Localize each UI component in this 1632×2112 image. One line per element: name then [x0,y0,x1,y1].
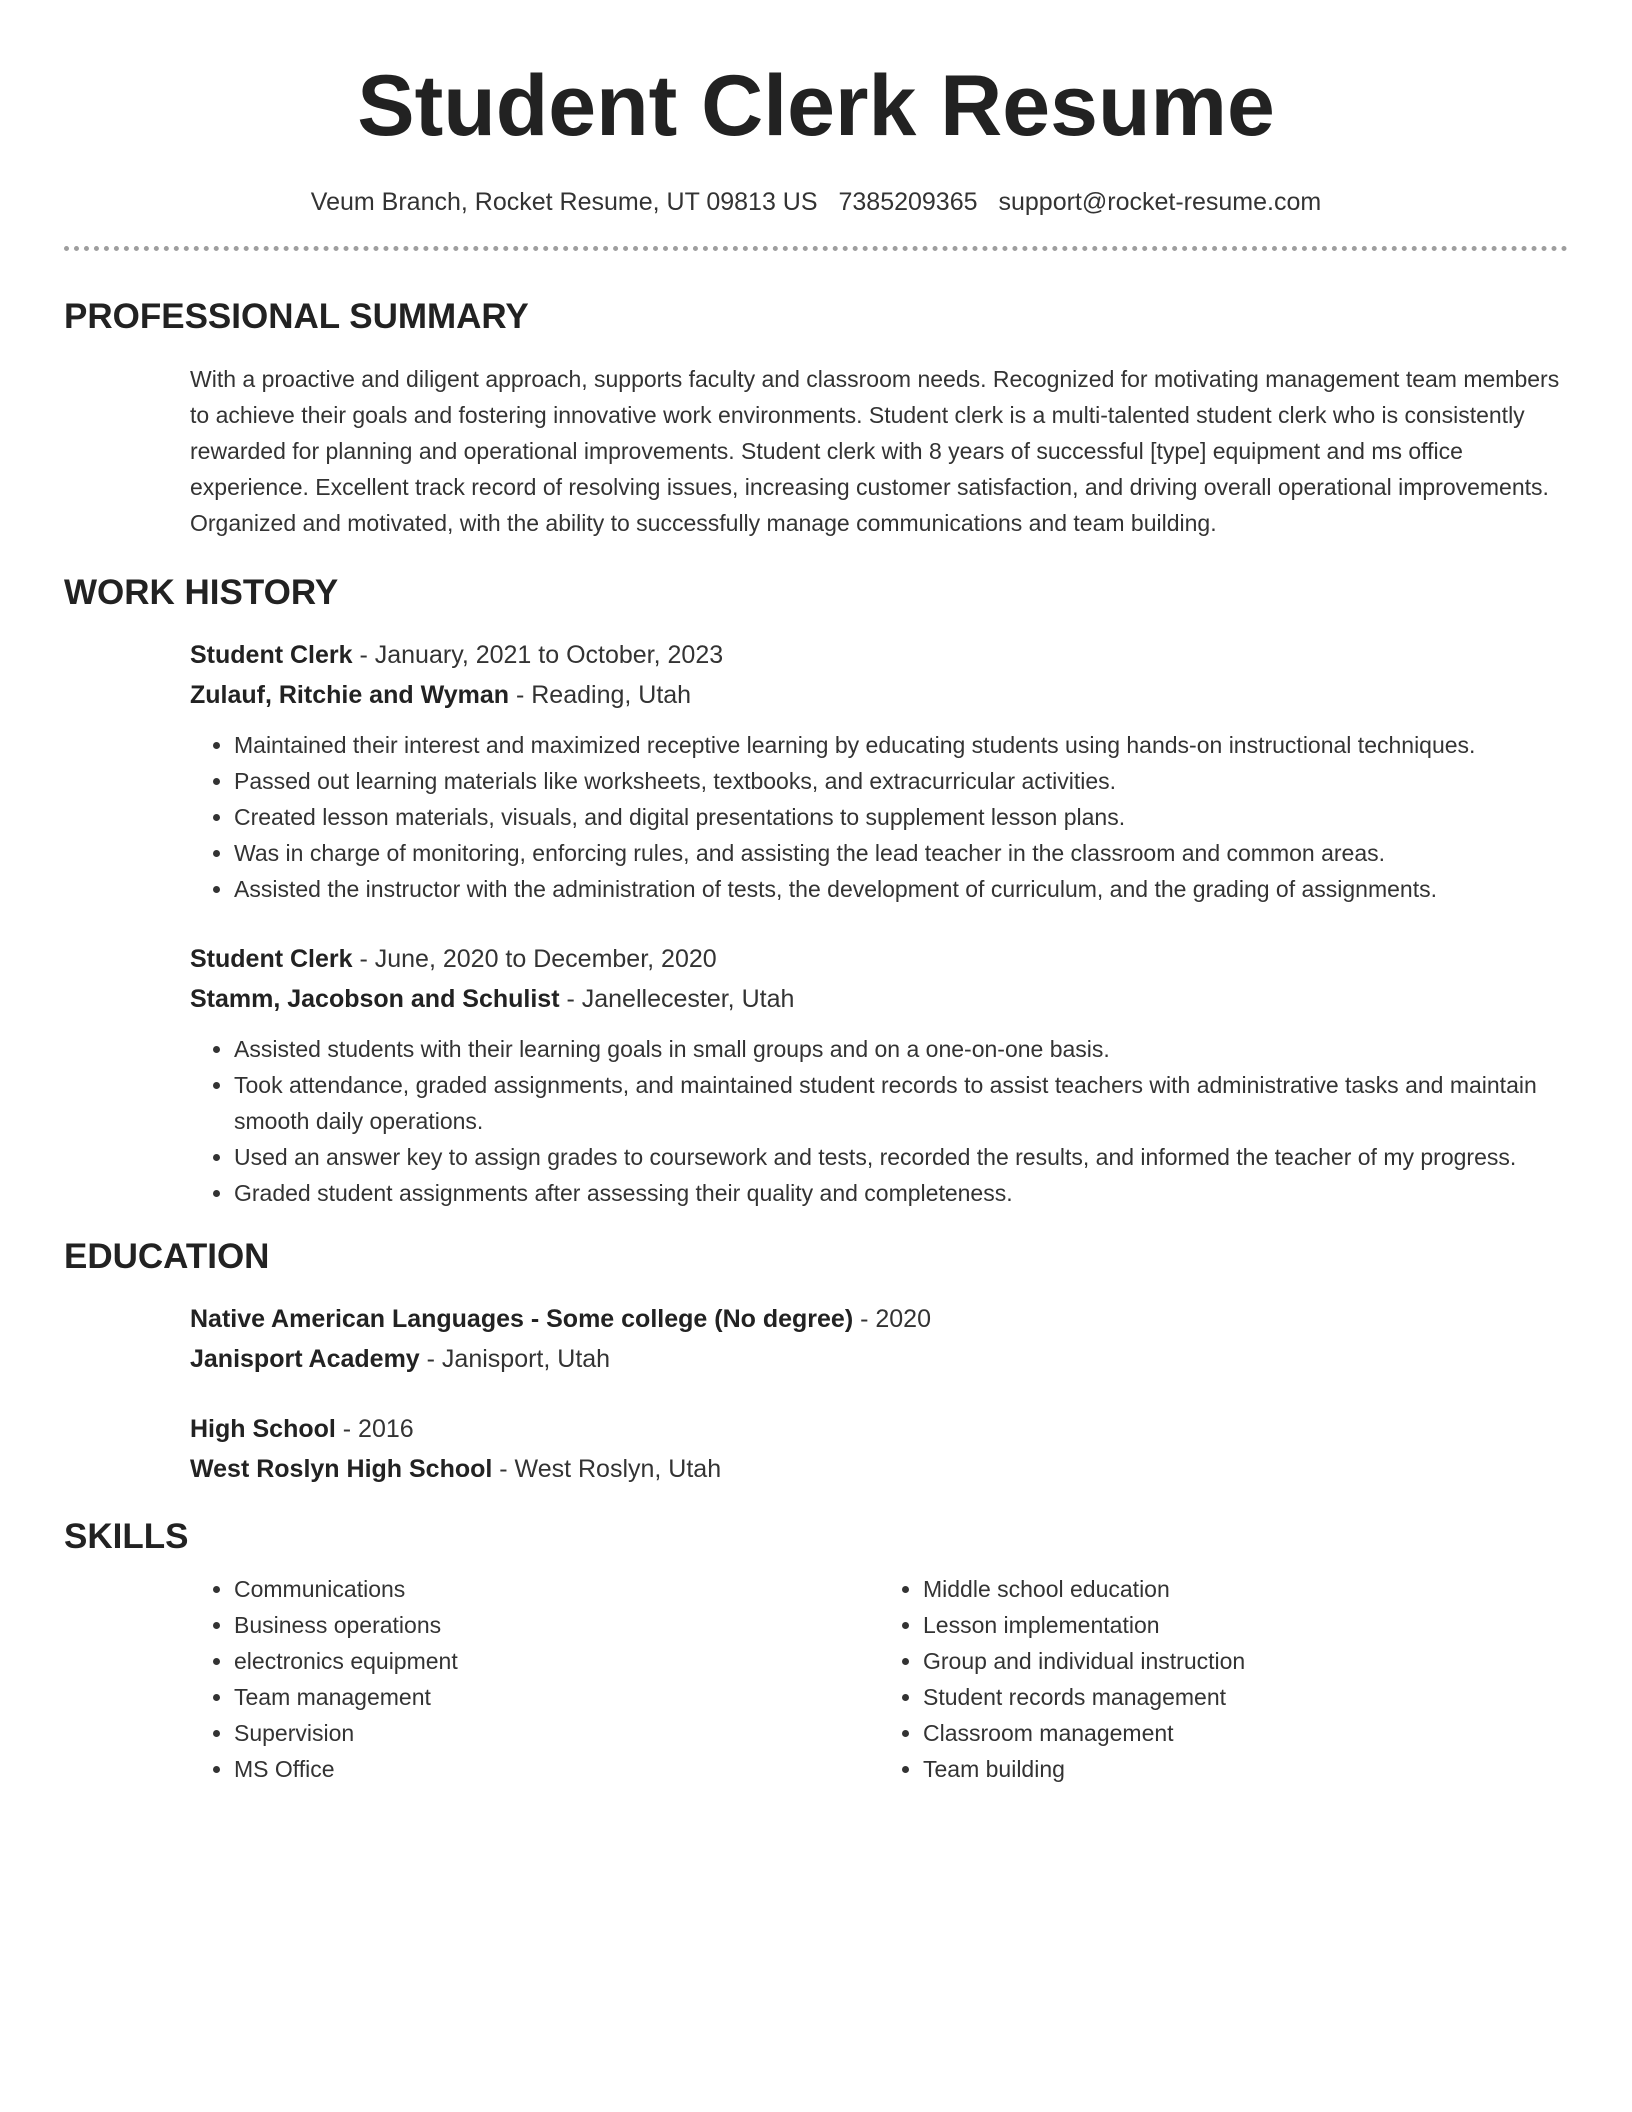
skill-item: • Lesson implementation [923,1607,1568,1643]
job-dates: - June, 2020 to December, 2020 [352,945,717,973]
skill-item: • Group and individual instruction [923,1643,1568,1679]
education-school: Janisport Academy [190,1345,420,1373]
skills-section [64,1515,1568,1787]
contact-address: Veum Branch, Rocket Resume, UT 09813 US [310,188,818,216]
skills-heading: SKILLS [64,1517,189,1556]
job-location: - Janellecester, Utah [559,985,795,1013]
job-dates: - January, 2021 to October, 2023 [352,641,724,669]
education-degree-line [190,1299,1568,1339]
job-company-line [190,675,1568,715]
education-degree: Native American Languages - Some college (No degree) [190,1305,854,1333]
job-title-line [190,939,1568,979]
job-bullet: • Assisted the instructor with the administration of tests, the development of curriculum, and the grading of assignments. [234,871,1568,907]
summary-text: With a proactive and diligent approach, supports faculty and classroom needs. Recognized for motivating management team members to achieve their goals and fostering innovative work environments. Student clerk is a multi-talented student clerk who is consistently rewarded for planning and operational improvements. Student clerk with 8 years of successful [type] equipment and ms office experience. Excellent track record of resolving issues, increasing customer satisfaction, and driving overall operational improvements. Organized and motivated, with the ability to successfully manage communications and team building. [190,366,1560,536]
skill-item: • Business operations [234,1607,879,1643]
education-year: - 2016 [335,1415,414,1443]
header-divider [64,246,1568,251]
job-company-line [190,979,1568,1019]
skills-list-left [190,1571,879,1787]
job-title-line [190,635,1568,675]
resume-page [64,56,1568,1787]
skill-item: • MS Office [234,1751,879,1787]
work-history-heading: WORK HISTORY [64,573,339,612]
job-bullet: • Maintained their interest and maximized receptive learning by educating students using hands-on instructional techniques. [234,727,1568,763]
page-title: Student Clerk Resume [357,58,1275,154]
skill-item: • Team building [923,1751,1568,1787]
contact-phone: 7385209365 [838,188,978,216]
skill-item: • Team management [234,1679,879,1715]
skill-item: • Supervision [234,1715,879,1751]
education-school: West Roslyn High School [190,1455,493,1483]
education-school-line [190,1339,1568,1379]
job-bullet: • Created lesson materials, visuals, and digital presentations to supplement lesson plans. [234,799,1568,835]
skill-item: • Student records management [923,1679,1568,1715]
job-location: - Reading, Utah [509,681,692,709]
education-entry [190,1409,1568,1489]
skill-item: • Middle school education [923,1571,1568,1607]
education-year: - 2020 [853,1305,931,1333]
summary-heading: PROFESSIONAL SUMMARY [64,297,529,336]
job-title: Student Clerk [190,641,353,669]
job-entry [190,939,1568,1211]
skills-list-right [879,1571,1568,1787]
contact-email: support@rocket-resume.com [998,188,1322,216]
education-heading: EDUCATION [64,1237,270,1276]
job-company: Zulauf, Ritchie and Wyman [190,681,510,709]
skill-item: • Communications [234,1571,879,1607]
work-history-section [64,571,1568,1211]
job-bullet: • Passed out learning materials like worksheets, textbooks, and extracurricular activities. [234,763,1568,799]
education-location: - Janisport, Utah [419,1345,611,1373]
skill-item: • Classroom management [923,1715,1568,1751]
job-company: Stamm, Jacobson and Schulist [190,985,560,1013]
job-bullet: • Took attendance, graded assignments, and maintained student records to assist teachers with administrative tasks and maintain smooth daily operations. [234,1067,1568,1139]
education-location: - West Roslyn, Utah [492,1455,722,1483]
job-bullet: • Was in charge of monitoring, enforcing rules, and assisting the lead teacher in the classroom and common areas. [234,835,1568,871]
job-bullet: • Graded student assignments after assessing their quality and completeness. [234,1175,1568,1211]
education-degree-line [190,1409,1568,1449]
job-entry [190,635,1568,907]
education-school-line [190,1449,1568,1489]
job-bullets [190,727,1568,907]
education-degree: High School [190,1415,336,1443]
education-entry [190,1299,1568,1379]
job-bullets [190,1031,1568,1211]
summary-section [64,295,1568,541]
job-bullet: • Assisted students with their learning goals in small groups and on a one-on-one basis. [234,1031,1568,1067]
job-bullet: • Used an answer key to assign grades to coursework and tests, recorded the results, and informed the teacher of my progress. [234,1139,1568,1175]
education-section [64,1235,1568,1489]
skills-grid [190,1571,1568,1787]
skill-item: • electronics equipment [234,1643,879,1679]
job-title: Student Clerk [190,945,353,973]
contact-line [64,186,1568,218]
